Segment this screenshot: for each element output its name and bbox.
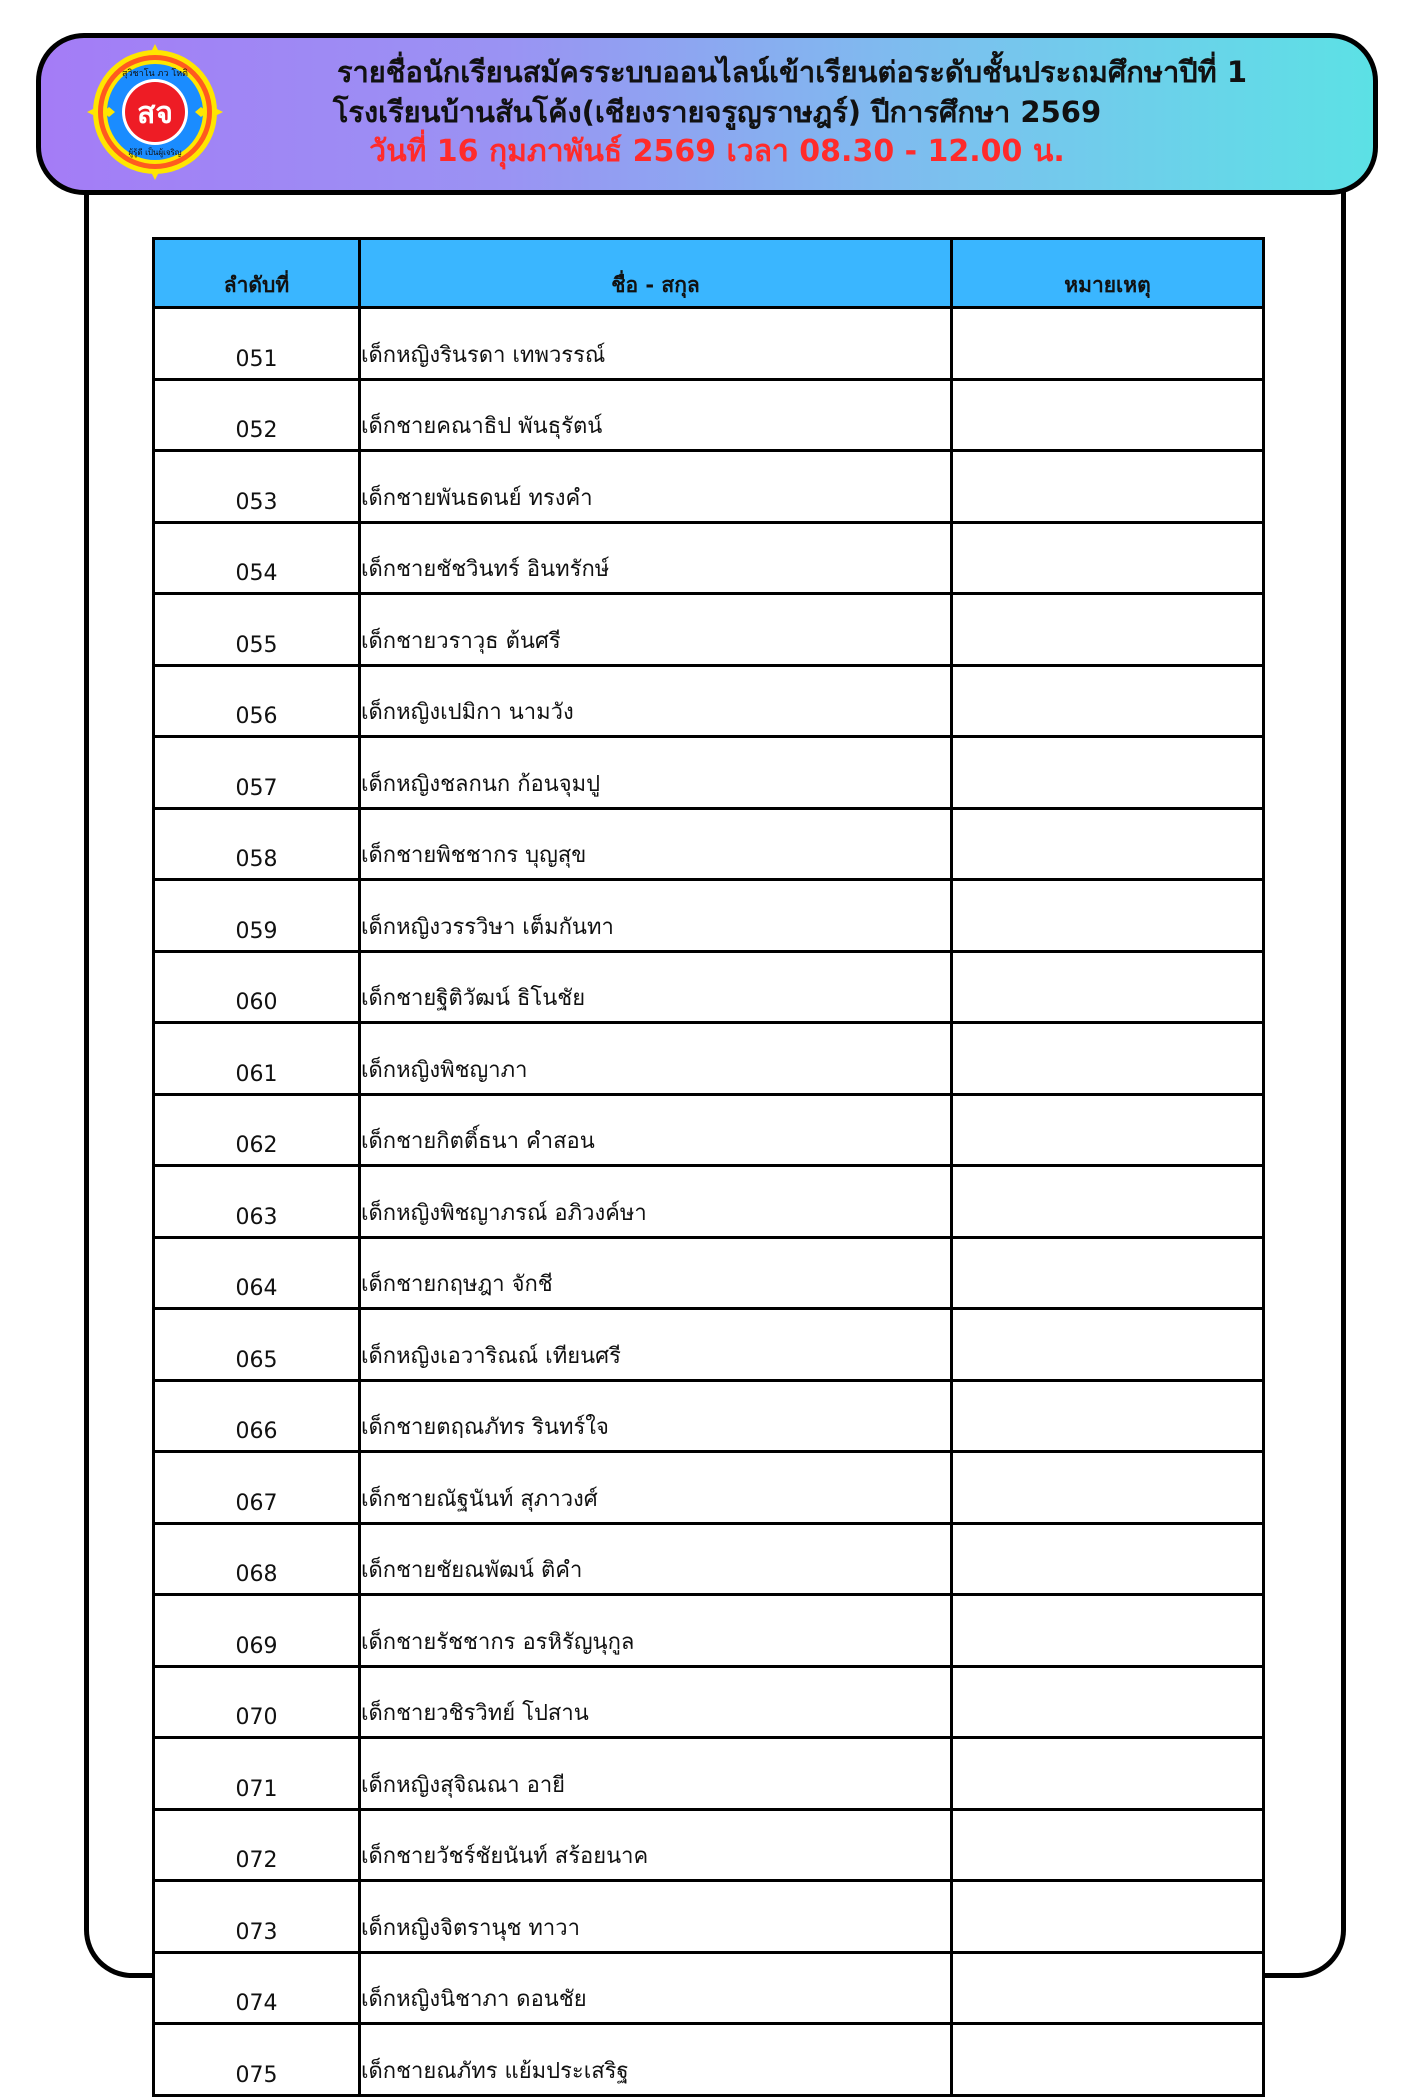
row-number-cell: 067 — [154, 1452, 360, 1524]
table-row — [154, 737, 1264, 809]
student-name-cell: เด็กหญิงพิชญาภา — [360, 1023, 952, 1095]
note-cell — [952, 379, 1264, 451]
row-number-cell: 073 — [154, 1881, 360, 1953]
table-row — [154, 1094, 1264, 1166]
table-row — [154, 1595, 1264, 1667]
note-cell — [952, 1309, 1264, 1381]
note-cell — [952, 308, 1264, 380]
note-cell — [952, 1023, 1264, 1095]
student-name-cell: เด็กชายชัยณพัฒน์ ติคำ — [360, 1523, 952, 1595]
note-cell — [952, 1452, 1264, 1524]
note-cell — [952, 1166, 1264, 1238]
row-number-cell: 065 — [154, 1309, 360, 1381]
row-number-cell: 069 — [154, 1595, 360, 1667]
note-cell — [952, 951, 1264, 1023]
row-number-cell: 054 — [154, 522, 360, 594]
student-name-cell: เด็กหญิงเปมิกา นามวัง — [360, 665, 952, 737]
student-name-cell: เด็กชายพันธดนย์ ทรงคำ — [360, 451, 952, 523]
student-name-cell: เด็กหญิงเอวาริณณ์ เทียนศรี — [360, 1309, 952, 1381]
table-row — [154, 379, 1264, 451]
note-cell — [952, 1380, 1264, 1452]
row-number-cell: 075 — [154, 2024, 360, 2096]
table-row — [154, 1952, 1264, 2024]
note-cell — [952, 808, 1264, 880]
header-banner — [36, 33, 1378, 195]
table-row — [154, 1738, 1264, 1810]
row-number-cell: 060 — [154, 951, 360, 1023]
note-cell — [952, 451, 1264, 523]
note-cell — [952, 1881, 1264, 1953]
row-number-cell: 068 — [154, 1523, 360, 1595]
note-cell — [952, 2024, 1264, 2096]
student-name-cell: เด็กชายวัชร์ชัยนันท์ สร้อยนาค — [360, 1809, 952, 1881]
table-row — [154, 1166, 1264, 1238]
student-name-cell: เด็กหญิงวรรวิษา เต็มกันทา — [360, 880, 952, 952]
table-row — [154, 1666, 1264, 1738]
note-cell — [952, 522, 1264, 594]
table-row — [154, 451, 1264, 523]
table-row — [154, 594, 1264, 666]
student-name-cell: เด็กชายรัชชากร อรหิรัญนุกูล — [360, 1595, 952, 1667]
row-number-cell: 072 — [154, 1809, 360, 1881]
note-cell — [952, 1738, 1264, 1810]
table-row — [154, 1452, 1264, 1524]
table-row — [154, 308, 1264, 380]
emblem-top-text: สุวิชาโน ภว โหติ — [121, 69, 189, 79]
student-name-cell: เด็กชายกฤษฎา จักชี — [360, 1237, 952, 1309]
row-number-cell: 058 — [154, 808, 360, 880]
note-cell — [952, 1094, 1264, 1166]
column-header-number: ลำดับที่ — [154, 239, 360, 308]
row-number-cell: 071 — [154, 1738, 360, 1810]
table-row — [154, 951, 1264, 1023]
student-name-cell: เด็กหญิงพิชญาภรณ์ อภิวงค์ษา — [360, 1166, 952, 1238]
table-row — [154, 1309, 1264, 1381]
row-number-cell: 056 — [154, 665, 360, 737]
column-header-name: ชื่อ - สกุล — [360, 239, 952, 308]
note-cell — [952, 1595, 1264, 1667]
title-line-2: โรงเรียนบ้านสันโค้ง(เชียงรายจรูญราษฎร์) ปีการศึกษา 2569 — [332, 95, 1102, 129]
table-row — [154, 665, 1264, 737]
row-number-cell: 074 — [154, 1952, 360, 2024]
student-name-cell: เด็กชายกิตติ์ธนา คำสอน — [360, 1094, 952, 1166]
row-number-cell: 057 — [154, 737, 360, 809]
row-number-cell: 051 — [154, 308, 360, 380]
student-roster-table — [152, 237, 1265, 2097]
table-row — [154, 1881, 1264, 1953]
student-name-cell: เด็กหญิงนิชาภา ดอนชัย — [360, 1952, 952, 2024]
row-number-cell: 063 — [154, 1166, 360, 1238]
emblem-center-text: สจ — [137, 96, 173, 131]
row-number-cell: 052 — [154, 379, 360, 451]
row-number-cell: 064 — [154, 1237, 360, 1309]
student-name-cell: เด็กชายพิชชากร บุญสุข — [360, 808, 952, 880]
table-body — [154, 308, 1264, 2096]
note-cell — [952, 880, 1264, 952]
date-time-line: วันที่ 16 กุมภาพันธ์ 2569 เวลา 08.30 - 12.00 น. — [369, 134, 1065, 169]
table-row — [154, 522, 1264, 594]
student-name-cell: เด็กหญิงสุจิณณา อายี — [360, 1738, 952, 1810]
table-row — [154, 1809, 1264, 1881]
row-number-cell: 066 — [154, 1380, 360, 1452]
student-name-cell: เด็กชายชัชวินทร์ อินทรักษ์ — [360, 522, 952, 594]
table-row — [154, 1523, 1264, 1595]
table-row — [154, 1237, 1264, 1309]
row-number-cell: 055 — [154, 594, 360, 666]
student-name-cell: เด็กชายณภัทร แย้มประเสริฐ — [360, 2024, 952, 2096]
student-name-cell: เด็กชายณัฐนันท์ สุภาวงศ์ — [360, 1452, 952, 1524]
header-title-block — [241, 52, 1333, 172]
row-number-cell: 070 — [154, 1666, 360, 1738]
title-line-1: รายชื่อนักเรียนสมัครระบบออนไลน์เข้าเรียนต่อระดับชั้นประถมศึกษาปีที่ 1 — [336, 55, 1248, 89]
note-cell — [952, 665, 1264, 737]
row-number-cell: 053 — [154, 451, 360, 523]
table-row — [154, 1023, 1264, 1095]
student-name-cell: เด็กหญิงรินรดา เทพวรรณ์ — [360, 308, 952, 380]
note-cell — [952, 1666, 1264, 1738]
student-name-cell: เด็กชายคณาธิป พันธุรัตน์ — [360, 379, 952, 451]
row-number-cell: 062 — [154, 1094, 360, 1166]
student-name-cell: เด็กชายวชิรวิทย์ โปสาน — [360, 1666, 952, 1738]
table-row — [154, 1380, 1264, 1452]
row-number-cell: 061 — [154, 1023, 360, 1095]
note-cell — [952, 1523, 1264, 1595]
note-cell — [952, 1237, 1264, 1309]
note-cell — [952, 1809, 1264, 1881]
note-cell — [952, 737, 1264, 809]
student-name-cell: เด็กหญิงจิตรานุช ทาวา — [360, 1881, 952, 1953]
emblem-bottom-text: ผู้รู้ดี เป็นผู้เจริญ — [128, 148, 182, 157]
table-row — [154, 2024, 1264, 2096]
table-row — [154, 808, 1264, 880]
student-name-cell: เด็กชายตฤณภัทร รินทร์ใจ — [360, 1380, 952, 1452]
note-cell — [952, 594, 1264, 666]
student-name-cell: เด็กหญิงชลกนก ก้อนจุมปู — [360, 737, 952, 809]
row-number-cell: 059 — [154, 880, 360, 952]
note-cell — [952, 1952, 1264, 2024]
student-name-cell: เด็กชายฐิติวัฒน์ ธิโนชัย — [360, 951, 952, 1023]
table-row — [154, 880, 1264, 952]
column-header-note: หมายเหตุ — [952, 239, 1264, 308]
table-header-row — [154, 239, 1264, 308]
student-name-cell: เด็กชายวราวุธ ต้นศรี — [360, 594, 952, 666]
